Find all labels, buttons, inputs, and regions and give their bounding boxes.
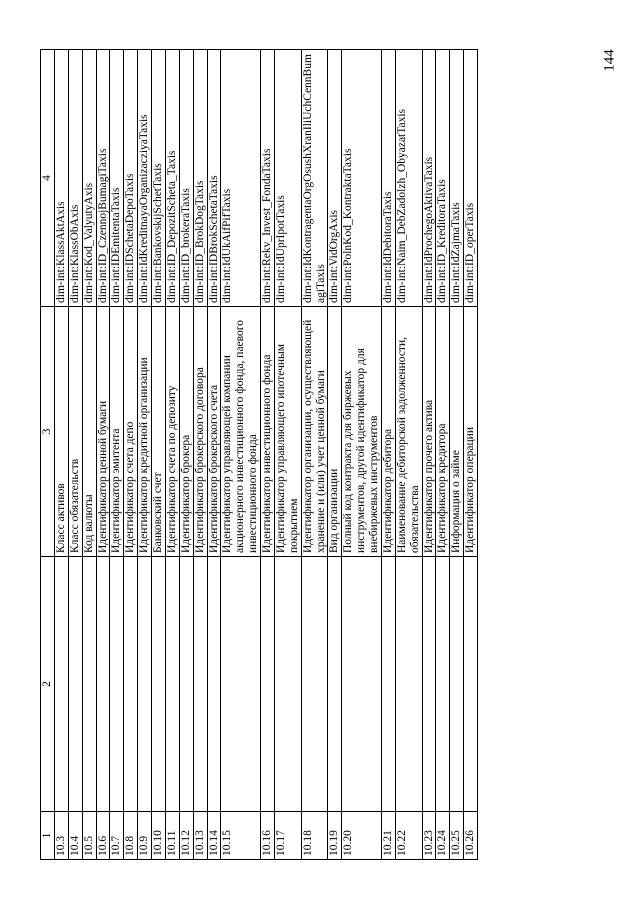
- row-number: 10.10: [152, 812, 166, 860]
- row-col2: [96, 557, 110, 812]
- row-name: Идентификатор брокерского договора: [193, 307, 207, 557]
- row-name: Полный код контракта для биржевых инструментов, другой идентификатор для внебиржевых инструментов: [342, 307, 382, 557]
- header-col-3: 3: [41, 307, 55, 557]
- row-number: 10.17: [274, 812, 301, 860]
- row-name: Идентификатор кредитной организации: [138, 307, 152, 557]
- row-code: dim-int:ID_BrokDogTaxis: [193, 50, 207, 307]
- row-name: Идентификатор инвестиционного фонда: [261, 307, 275, 557]
- table-row: [207, 50, 221, 860]
- row-code: dim-int:VidOrgAxis: [328, 50, 342, 307]
- row-code: dim-int:PolnKod_KontraktaTaxis: [342, 50, 382, 307]
- row-col2: [328, 557, 342, 812]
- row-code: dim-int:IdUkAifPifTaxis: [221, 50, 261, 307]
- row-code: dim-int:ID_brokeraTaxis: [179, 50, 193, 307]
- row-code: dim-int:IdDebitoraTaxis: [381, 50, 395, 307]
- row-col2: [301, 557, 328, 812]
- table-body: [54, 50, 477, 860]
- row-number: 10.20: [342, 812, 382, 860]
- row-number: 10.3: [54, 812, 68, 860]
- row-number: 10.22: [395, 812, 422, 860]
- row-name: Идентификатор управляющей компании акционерного инвестиционного фонда, паевого инвестиционного фонда: [221, 307, 261, 557]
- row-name: Класс обязательств: [68, 307, 82, 557]
- table-row: [395, 50, 422, 860]
- row-name: Класс активов: [54, 307, 68, 557]
- row-col2: [165, 557, 179, 812]
- row-col2: [82, 557, 96, 812]
- row-code: dim-int:IdUprIpotTaxis: [274, 50, 301, 307]
- row-number: 10.12: [179, 812, 193, 860]
- row-name: Идентификатор прочего актива: [422, 307, 436, 557]
- row-col2: [207, 557, 221, 812]
- table-row: [193, 50, 207, 860]
- row-name: Наименование дебиторской задолженности, обязательства: [395, 307, 422, 557]
- row-col2: [261, 557, 275, 812]
- table-row: [82, 50, 96, 860]
- row-code: dim-int:ID_DepozitScheta_Taxis: [165, 50, 179, 307]
- row-number: 10.21: [381, 812, 395, 860]
- header-col-2: 2: [41, 557, 55, 812]
- header-col-1: 1: [41, 812, 55, 860]
- table-row: [381, 50, 395, 860]
- row-col2: [395, 557, 422, 812]
- row-code: dim-int:KlassObAxis: [68, 50, 82, 307]
- classification-table: [40, 49, 478, 860]
- row-code: dim-int:ID_KreditoraTaxis: [436, 50, 450, 307]
- row-code: dim-int:BankovskijSchetTaxis: [152, 50, 166, 307]
- row-number: 10.18: [301, 812, 328, 860]
- row-code: dim-int:ID_CzennojBumagiTaxis: [96, 50, 110, 307]
- row-col2: [124, 557, 138, 812]
- row-col2: [274, 557, 301, 812]
- row-code: dim-int:IdKontragentaOrgOsushXranIliUchCennBumagiTaxis: [301, 50, 328, 307]
- row-code: dim-int:KlassAktAxis: [54, 50, 68, 307]
- row-col2: [464, 557, 478, 812]
- row-number: 10.11: [165, 812, 179, 860]
- row-name: Идентификатор ценной бумаги: [96, 307, 110, 557]
- table-row: [138, 50, 152, 860]
- row-code: dim-int:IdZajmaTaxis: [450, 50, 464, 307]
- row-number: 10.4: [68, 812, 82, 860]
- row-number: 10.19: [328, 812, 342, 860]
- row-name: Идентификатор управляющего ипотечным покрытием: [274, 307, 301, 557]
- table-row: [436, 50, 450, 860]
- row-number: 10.9: [138, 812, 152, 860]
- row-number: 10.5: [82, 812, 96, 860]
- table-row: [261, 50, 275, 860]
- table-row: [328, 50, 342, 860]
- row-number: 10.7: [110, 812, 124, 860]
- row-number: 10.26: [464, 812, 478, 860]
- row-col2: [152, 557, 166, 812]
- row-name: Код валюты: [82, 307, 96, 557]
- row-code: dim-int:Rekv_Invest_FondaTaxis: [261, 50, 275, 307]
- table-row: [68, 50, 82, 860]
- row-col2: [436, 557, 450, 812]
- page-number: 144: [601, 49, 618, 72]
- row-code: dim-int:IdProchegoAktivaTaxis: [422, 50, 436, 307]
- table-row: [179, 50, 193, 860]
- row-code: dim-int:IDSchetaDepoTaxis: [124, 50, 138, 307]
- row-col2: [179, 557, 193, 812]
- table-row: [301, 50, 328, 860]
- row-number: 10.15: [221, 812, 261, 860]
- table-header-row: [41, 50, 55, 860]
- row-name: Идентификатор операции: [464, 307, 478, 557]
- row-name: Банковский счет: [152, 307, 166, 557]
- row-col2: [54, 557, 68, 812]
- table-row: [342, 50, 382, 860]
- row-col2: [381, 557, 395, 812]
- row-col2: [138, 557, 152, 812]
- table-row: [274, 50, 301, 860]
- row-code: dim-int:ID_operTaxis: [464, 50, 478, 307]
- row-name: Идентификатор организации, осуществляющей хранение и (или) учет ценной бумаги: [301, 307, 328, 557]
- row-number: 10.25: [450, 812, 464, 860]
- row-number: 10.16: [261, 812, 275, 860]
- row-name: Идентификатор брокерского счета: [207, 307, 221, 557]
- row-name: Идентификатор счета депо: [124, 307, 138, 557]
- row-code: dim-int:Kod_ValyutyAxis: [82, 50, 96, 307]
- table-row: [54, 50, 68, 860]
- row-number: 10.24: [436, 812, 450, 860]
- table-row: [464, 50, 478, 860]
- header-col-4: 4: [41, 50, 55, 307]
- row-code: dim-int:Naim_DebZadolzh_ObyazatTaxis: [395, 50, 422, 307]
- row-code: dim-int:IDBrokSchetaTaxis: [207, 50, 221, 307]
- row-col2: [450, 557, 464, 812]
- table-row: [96, 50, 110, 860]
- row-number: 10.14: [207, 812, 221, 860]
- row-name: Идентификатор дебитора: [381, 307, 395, 557]
- table-row: [124, 50, 138, 860]
- table-row: [422, 50, 436, 860]
- row-number: 10.6: [96, 812, 110, 860]
- table-row: [152, 50, 166, 860]
- row-col2: [68, 557, 82, 812]
- row-code: dim-int:IDEmitentaTaxis: [110, 50, 124, 307]
- table-row: [165, 50, 179, 860]
- row-col2: [193, 557, 207, 812]
- row-name: Идентификатор кредитора: [436, 307, 450, 557]
- row-name: Информация о займе: [450, 307, 464, 557]
- row-col2: [221, 557, 261, 812]
- table-row: [110, 50, 124, 860]
- row-col2: [110, 557, 124, 812]
- table-row: [450, 50, 464, 860]
- row-col2: [342, 557, 382, 812]
- row-number: 10.23: [422, 812, 436, 860]
- row-name: Идентификатор эмитента: [110, 307, 124, 557]
- row-number: 10.13: [193, 812, 207, 860]
- row-name: Идентификатор брокера: [179, 307, 193, 557]
- row-number: 10.8: [124, 812, 138, 860]
- rotated-table-wrapper: [40, 50, 560, 860]
- row-code: dim-int:IdKreditnayaOrganizacziyaTaxis: [138, 50, 152, 307]
- table-row: [221, 50, 261, 860]
- row-col2: [422, 557, 436, 812]
- row-name: Идентификатор счета по депозиту: [165, 307, 179, 557]
- row-name: Вид организации: [328, 307, 342, 557]
